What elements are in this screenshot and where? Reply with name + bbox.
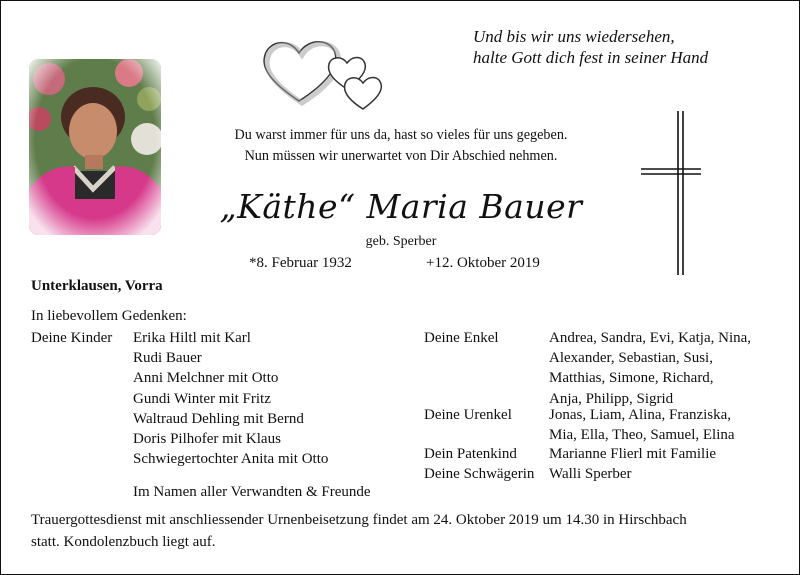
quote: [473, 26, 773, 68]
list-item: Jonas, Liam, Alina, Franziska,: [549, 407, 732, 423]
deceased-name: „Käthe“ Maria Bauer: [219, 187, 583, 226]
grandchildren-list: [549, 328, 751, 409]
service-line-1: Trauergottesdienst mit anschliessender Urnenbeisetzung findet am 24. Oktober 2019 um 14.30 in Hirschbach: [31, 512, 687, 528]
maiden-name: geb. Sperber: [365, 234, 437, 249]
hearts-icon: [259, 31, 389, 113]
children-label: Deine Kinder: [31, 330, 113, 346]
list-item: Matthias, Simone, Richard,: [549, 370, 714, 387]
list-item: Alexander, Sebastian, Susi,: [549, 350, 713, 367]
quote-line-2: halte Gott dich fest in seiner Hand: [473, 48, 709, 67]
children-list: [133, 328, 328, 469]
death-date: +12. Oktober 2019: [426, 255, 540, 271]
list-item: Mia, Ella, Theo, Samuel, Elina: [549, 427, 735, 444]
service-notice: [31, 509, 791, 553]
list-item: Doris Pilhofer mit Klaus: [133, 431, 281, 448]
sister-in-law-label: Deine Schwägerin: [424, 466, 535, 482]
birth-date: *8. Februar 1932: [249, 255, 352, 271]
intro-line-1: Du warst immer für uns da, hast so vieles für uns gegeben.: [234, 127, 568, 143]
great-grandchildren-list: [549, 405, 735, 445]
place: Unterklausen, Vorra: [31, 278, 163, 294]
sister-in-law-name: Walli Sperber: [549, 466, 632, 482]
relatives-line: Im Namen aller Verwandten & Freunde: [133, 484, 371, 500]
intro-line-2: Nun müssen wir unerwartet von Dir Abschied nehmen.: [244, 148, 558, 164]
list-item: Waltraud Dehling mit Bernd: [133, 410, 304, 427]
list-item: Anni Melchner mit Otto: [133, 370, 279, 387]
godchild-name: Marianne Flierl mit Familie: [549, 446, 717, 462]
service-line-2: statt. Kondolenzbuch liegt auf.: [31, 534, 216, 550]
list-item: Andrea, Sandra, Evi, Katja, Nina,: [549, 330, 752, 346]
list-item: Schwiegertochter Anita mit Otto: [133, 451, 329, 468]
list-item: Gundi Winter mit Fritz: [133, 390, 271, 407]
memory-heading: In liebevollem Gedenken:: [31, 308, 187, 324]
list-item: Erika Hiltl mit Karl: [133, 330, 251, 346]
list-item: Anja, Philipp, Sigrid: [549, 390, 674, 407]
godchild-label: Dein Patenkind: [424, 446, 517, 462]
great-grandchildren-label: Deine Urenkel: [424, 407, 512, 423]
intro-text: [181, 125, 621, 167]
quote-line-1: Und bis wir uns wiedersehen,: [473, 27, 675, 46]
list-item: Rudi Bauer: [133, 350, 202, 367]
cross-icon: [641, 111, 701, 275]
grandchildren-label: Deine Enkel: [424, 330, 499, 346]
portrait-photo: [29, 59, 161, 235]
